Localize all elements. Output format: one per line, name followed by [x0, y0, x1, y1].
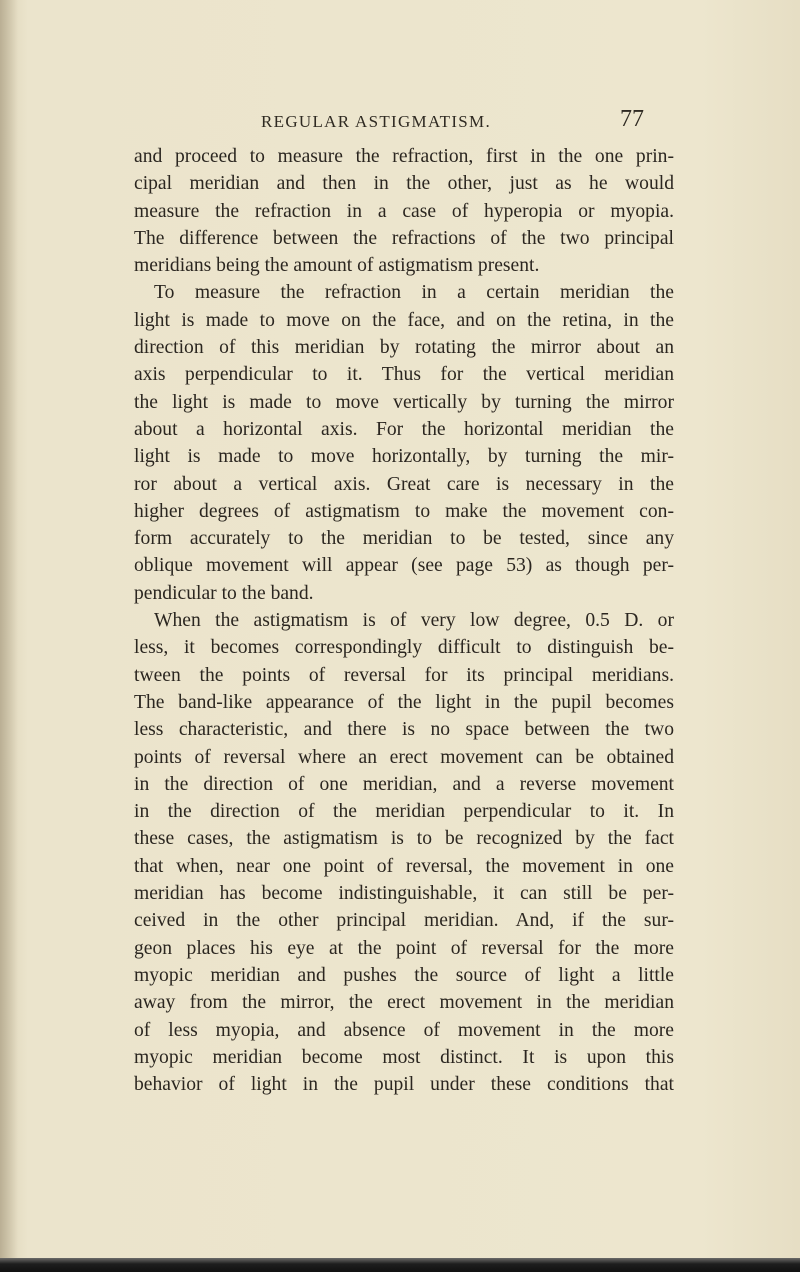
- text-line: myopic meridian and pushes the source of light a little: [134, 964, 674, 986]
- text-line: less characteristic, and there is no space between the two: [134, 719, 674, 741]
- running-head: [0, 106, 800, 142]
- running-title: REGULAR ASTIGMATISM.: [261, 112, 492, 131]
- text-line: higher degrees of astigmatism to make the movement con-: [134, 500, 674, 522]
- text-line: in the direction of one meridian, and a reverse movement: [134, 773, 674, 795]
- page-number: 77: [620, 106, 644, 132]
- text-line: about a horizontal axis. For the horizontal meridian the: [134, 418, 674, 440]
- text-line: ror about a vertical axis. Great care is necessary in the: [134, 473, 674, 495]
- text-line: direction of this meridian by rotating the mirror about an: [134, 337, 674, 359]
- text-line: meridian has become indistinguishable, it can still be per-: [134, 883, 674, 905]
- text-line: the light is made to move vertically by turning the mirror: [134, 391, 674, 413]
- text-line: The band-like appearance of the light in the pupil becomes: [134, 691, 674, 713]
- text-line: axis perpendicular to it. Thus for the vertical meridian: [134, 364, 674, 386]
- text-line: The difference between the refractions of the two principal: [134, 227, 674, 249]
- text-line: cipal meridian and then in the other, just as he would: [134, 173, 674, 195]
- text-line: these cases, the astigmatism is to be recognized by the fact: [134, 828, 674, 850]
- text-line: pendicular to the band.: [134, 582, 314, 604]
- text-line: ceived in the other principal meridian. And, if the sur-: [134, 910, 674, 932]
- text-line: and proceed to measure the refraction, first in the one prin-: [134, 146, 674, 167]
- text-line: tween the points of reversal for its principal meridians.: [134, 664, 674, 686]
- text-line: form accurately to the meridian to be tested, since any: [134, 528, 674, 550]
- scan-bottom-edge: [0, 1258, 800, 1272]
- text-line: geon places his eye at the point of reversal for the more: [134, 937, 674, 959]
- text-line: oblique movement will appear (see page 53) as though per-: [134, 555, 674, 577]
- text-line: points of reversal where an erect movement can be obtained: [134, 746, 674, 768]
- body-text: [134, 143, 674, 1098]
- text-line: myopic meridian become most distinct. It is upon this: [134, 1046, 674, 1068]
- text-line: of less myopia, and absence of movement in the more: [134, 1019, 674, 1041]
- text-line: in the direction of the meridian perpendicular to it. In: [134, 801, 674, 823]
- text-line: measure the refraction in a case of hyperopia or myopia.: [134, 200, 674, 222]
- text-line: meridians being the amount of astigmatism present.: [134, 255, 540, 277]
- page-gutter-shadow: [0, 0, 18, 1272]
- text-line: less, it becomes correspondingly difficult to distinguish be-: [134, 637, 674, 659]
- text-line: light is made to move horizontally, by turning the mir-: [134, 446, 674, 468]
- text-line: light is made to move on the face, and on the retina, in the: [134, 309, 674, 331]
- text-line: behavior of light in the pupil under these conditions that: [134, 1074, 674, 1096]
- text-line: When the astigmatism is of very low degree, 0.5 D. or: [154, 610, 674, 632]
- text-line: away from the mirror, the erect movement in the meridian: [134, 992, 674, 1014]
- text-line: that when, near one point of reversal, the movement in one: [134, 855, 674, 877]
- text-line: To measure the refraction in a certain meridian the: [154, 282, 674, 304]
